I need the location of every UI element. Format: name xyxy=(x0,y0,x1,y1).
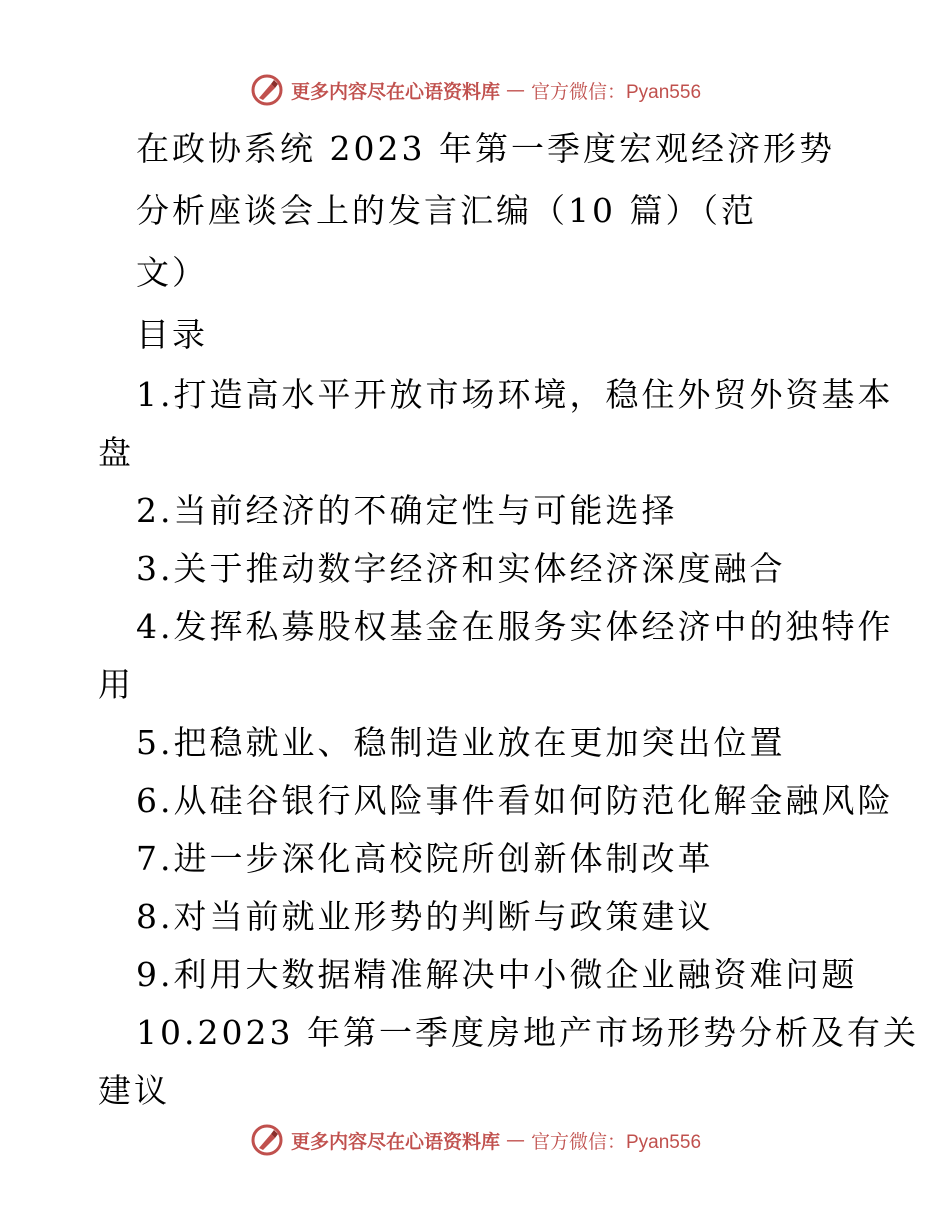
toc-item-text: 4.发挥私募股权基金在服务实体经济中的独特作 xyxy=(136,607,894,646)
toc-item-text: 7.进一步深化高校院所创新体制改革 xyxy=(136,839,714,878)
toc-item xyxy=(98,830,858,888)
banner-contact: 官方微信：Pyan556 xyxy=(531,1131,702,1153)
toc-item-continuation: 盘 xyxy=(98,433,134,472)
toc-item-continuation: 建议 xyxy=(98,1071,170,1110)
toc-item xyxy=(98,540,858,598)
toc-item-text: 5.把稳就业、稳制造业放在更加突出位置 xyxy=(136,723,786,762)
document-body xyxy=(98,118,919,1120)
title-line: 在政协系统 2023 年第一季度宏观经济形势 xyxy=(136,129,835,168)
toc-item-text: 2.当前经济的不确定性与可能选择 xyxy=(136,491,678,530)
toc-item xyxy=(98,772,894,830)
header-banner xyxy=(0,70,950,110)
toc-item xyxy=(98,482,858,540)
toc-item-text: 8.对当前就业形势的判断与政策建议 xyxy=(136,897,714,936)
banner-tagline: 更多内容尽在心语资料库 xyxy=(290,1130,500,1153)
toc-item-text: 6.从硅谷银行风险事件看如何防范化解金融风险 xyxy=(136,781,894,820)
banner-contact: 官方微信：Pyan556 xyxy=(531,81,702,103)
toc-item xyxy=(98,714,858,772)
toc-item-text: 10.2023 年第一季度房地产市场形势分析及有关 xyxy=(136,1013,919,1052)
toc-item-continuation: 用 xyxy=(98,665,134,704)
toc-item-text: 9.利用大数据精准解决中小微企业融资难问题 xyxy=(136,955,858,994)
toc-item xyxy=(98,1004,919,1120)
banner-separator: — xyxy=(506,79,525,101)
banner-separator: — xyxy=(506,1129,525,1151)
toc-item xyxy=(98,598,894,714)
banner-tagline: 更多内容尽在心语资料库 xyxy=(290,80,500,103)
toc-list xyxy=(98,366,919,1120)
pen-logo-icon xyxy=(249,1122,285,1158)
document-title xyxy=(98,118,858,304)
toc-item xyxy=(98,366,894,482)
toc-heading: 目录 xyxy=(136,315,208,354)
toc-item xyxy=(98,946,858,1004)
title-line: 文） xyxy=(136,253,208,292)
toc-item-text: 3.关于推动数字经济和实体经济深度融合 xyxy=(136,549,786,588)
title-line: 分析座谈会上的发言汇编（10 篇）（范 xyxy=(136,191,757,230)
toc-item-text: 1.打造高水平开放市场环境，稳住外贸外资基本 xyxy=(136,375,894,414)
footer-banner xyxy=(0,1120,950,1160)
toc-item xyxy=(98,888,858,946)
pen-logo-icon xyxy=(249,72,285,108)
